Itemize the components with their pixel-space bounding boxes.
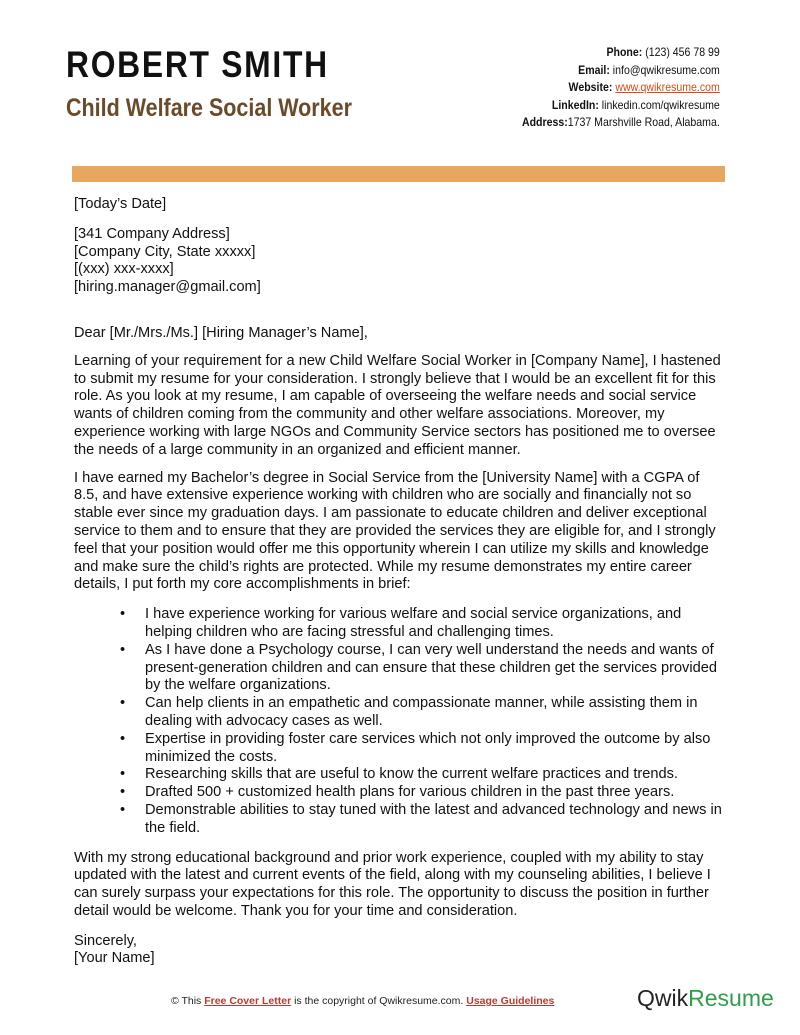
contact-label: Website: (568, 80, 613, 94)
letter-body (74, 196, 726, 968)
accent-divider-bar (72, 166, 725, 182)
signature-name: [Your Name] (74, 950, 155, 967)
usage-guidelines-link[interactable]: Usage Guidelines (466, 995, 555, 1007)
contact-value: 1737 Marshville Road, Alabama. (567, 115, 720, 129)
contact-label: Email: (578, 62, 611, 77)
paragraph-closing: With my strong educational background and prior work experience, coupled with my ability to stay updated with the latest and current events of the field, along with my counseling abilities, I believe I can surely surpass your expectations for this role. The opportunity to discuss the position in further detail would be welcome. Thank you for your time and consideration. (74, 849, 711, 919)
address-line: [(xxx) xxx-xxxx] (74, 261, 174, 278)
closing: Sincerely, (74, 932, 137, 949)
qwikresume-logo (637, 985, 774, 1012)
list-item: • Researching skills that are useful to know the current welfare practices and trends. (74, 766, 726, 784)
contact-address (522, 114, 720, 132)
letter-date: [Today’s Date] (74, 196, 167, 212)
list-item: • I have experience working for various welfare and social service organizations, and helping children who are facing stressful and challenging times. (74, 606, 726, 642)
contact-label: LinkedIn: (552, 97, 600, 112)
contact-value: linkedin.com/qwikresume (602, 97, 720, 112)
free-cover-letter-link[interactable]: Free Cover Letter (204, 995, 292, 1007)
copyright-prefix: © This (171, 995, 205, 1007)
job-title: Child Welfare Social Worker (66, 94, 352, 122)
applicant-name: ROBERT SMITH (66, 44, 329, 85)
list-item: • Expertise in providing foster care services which not only improved the outcome by also minimized the costs. (74, 731, 726, 767)
list-item: • As I have done a Psychology course, I can very well understand the needs and wants of present-generation children and can ensure that these children get the services provided by the welfare organizations. (74, 642, 726, 695)
accomplishments-list (74, 606, 726, 837)
address-line: [Company City, State xxxxx] (74, 243, 256, 260)
copyright-middle: is the copyright of Qwikresume.com. (291, 995, 467, 1007)
address-line: [341 Company Address] (74, 225, 230, 242)
list-item: • Demonstrable abilities to stay tuned with the latest and advanced technology and news in the field. (74, 802, 726, 838)
contact-linkedin (522, 97, 720, 115)
list-item: • Can help clients in an empathetic and compassionate manner, while assisting them in dealing with advocacy cases as well. (74, 695, 726, 731)
logo-text-resume: Resume (688, 985, 774, 1011)
contact-email (522, 62, 720, 80)
paragraph-intro: Learning of your requirement for a new Child Welfare Social Worker in [Company Name], I hastened to submit my resume for your consideration. I strongly believe that I would be an excellent fit for this role. As you look at my resume, I am capable of overseeing the welfare needs and social service wants of children coming from the community and other welfare associations. Moreover, my experience working with large NGOs and Community Service sectors has positioned me to oversee the needs of a large community in an organized and efficient manner. (74, 352, 721, 458)
contact-block (495, 44, 720, 132)
salutation: Dear [Mr./Mrs./Ms.] [Hiring Manager’s Name], (74, 324, 368, 341)
website-link[interactable]: www.qwikresume.com (615, 80, 720, 94)
list-item: • Drafted 500 + customized health plans for various children in the past three years. (74, 784, 726, 802)
copyright-notice (171, 995, 554, 1007)
contact-label: Address: (522, 115, 568, 129)
recipient-address (74, 226, 726, 297)
contact-value: (123) 456 78 99 (645, 45, 720, 59)
contact-value: info@qwikresume.com (613, 62, 720, 77)
contact-phone (522, 44, 720, 62)
contact-website (522, 79, 720, 97)
contact-label: Phone: (606, 45, 643, 59)
paragraph-education: I have earned my Bachelor’s degree in Social Service from the [University Name] with a CGPA of 8.5, and have extensive experience working with children who are socially and financially not so stable ever since my graduation days. I am passionate to educate children and deliver exceptional service to them and to ensure that they are provided the services they are eligible for, and I strongly feel that your position would offer me this opportunity wherein I can utilize my skills and knowledge and make sure the child’s rights are protected. While my resume demonstrates my entire career details, I put forth my core accomplishments in brief: (74, 469, 716, 593)
address-line: [hiring.manager@gmail.com] (74, 279, 261, 296)
logo-text-qwik: Qwik (637, 985, 689, 1011)
